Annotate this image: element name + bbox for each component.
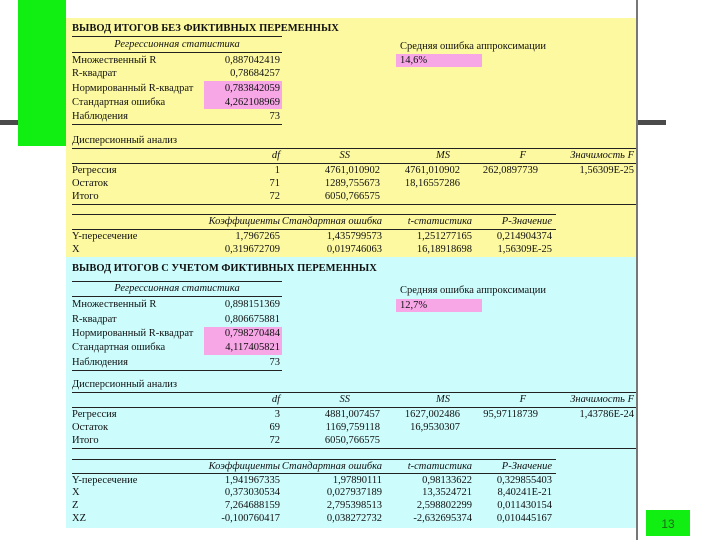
reg-stat-value: 0,898151369 <box>224 299 280 310</box>
anova-header-ss: SS <box>339 394 350 405</box>
coef-cell: 1,56309E-25 <box>497 244 552 255</box>
table-rule <box>72 448 636 449</box>
anova-header-ms: MS <box>436 150 450 161</box>
coef-header: Стандартная ошибка <box>281 216 382 227</box>
approx-error-label: Средняя ошибка аппроксимации <box>400 41 547 52</box>
anova-cell-ss: 6050,766575 <box>324 435 380 446</box>
anova-cell-ms: 18,16557286 <box>404 178 460 189</box>
decorative-bar-right <box>636 120 666 125</box>
anova-header-sig: Значимость F <box>570 394 634 405</box>
anova-cell-sig: 1,43786E-24 <box>579 409 634 420</box>
table-rule <box>72 148 636 149</box>
table-rule <box>72 459 556 460</box>
coef-cell: 7,264688159 <box>224 500 280 511</box>
anova-row-label: Регрессия <box>72 165 117 176</box>
coef-cell: 0,038272732 <box>326 513 382 524</box>
coef-cell: 1,251277165 <box>416 231 472 242</box>
reg-stat-label: R-квадрат <box>72 68 117 79</box>
reg-stat-value: 0,887042419 <box>224 55 280 66</box>
coef-row-label: X <box>72 244 80 255</box>
table-rule <box>72 229 556 230</box>
reg-stats-header: Регрессионная статистика <box>114 283 240 294</box>
table-rule <box>72 204 636 205</box>
anova-cell-ss: 1289,755673 <box>324 178 380 189</box>
coef-row-label: Y-пересечение <box>72 231 138 242</box>
table-rule <box>72 124 282 125</box>
anova-header-f: F <box>519 150 526 161</box>
coef-cell: 0,319672709 <box>224 244 280 255</box>
anova-cell-ms: 16,9530307 <box>410 422 460 433</box>
anova-row-label: Итого <box>72 191 99 202</box>
reg-stat-value: 4,262108969 <box>224 97 280 108</box>
coef-header: Коэффициенты <box>208 216 280 227</box>
coef-cell: 2,598802299 <box>416 500 472 511</box>
table-rule <box>72 163 636 164</box>
regression-output-with-dummies <box>66 257 636 528</box>
reg-stat-value: 4,117405821 <box>225 342 280 353</box>
coef-cell: 2,795398513 <box>326 500 382 511</box>
coef-cell: 0,019746063 <box>326 244 382 255</box>
anova-cell-ss: 6050,766575 <box>324 191 380 202</box>
reg-stat-label: Стандартная ошибка <box>72 342 166 353</box>
anova-cell-ms: 1627,002486 <box>404 409 460 420</box>
anova-cell-sig: 1,56309E-25 <box>579 165 634 176</box>
anova-label: Дисперсионный анализ <box>72 379 178 390</box>
anova-cell-df: 1 <box>274 165 280 176</box>
anova-row-label: Остаток <box>72 422 109 433</box>
coef-header: P-Значение <box>501 216 552 227</box>
reg-stat-label: Наблюдения <box>72 111 128 122</box>
anova-header-f: F <box>519 394 526 405</box>
regression-output-without-dummies <box>66 18 636 257</box>
coef-cell: 8,40241E-21 <box>497 487 552 498</box>
reg-stat-value: 0,806675881 <box>224 314 280 325</box>
coef-row-label: Y-пересечение <box>72 475 138 486</box>
approx-error-value: 12,7% <box>400 300 428 311</box>
coef-cell: 0,214904374 <box>496 231 552 242</box>
reg-stat-value: 0,783842059 <box>224 83 280 94</box>
coef-cell: 16,18918698 <box>416 244 472 255</box>
anova-cell-df: 72 <box>269 435 280 446</box>
table-rule <box>72 370 282 371</box>
table-rule <box>72 281 282 282</box>
table-rule <box>72 36 282 37</box>
coef-header: Стандартная ошибка <box>281 461 382 472</box>
anova-header-sig: Значимость F <box>570 150 634 161</box>
coef-row-label: XZ <box>72 513 86 524</box>
anova-cell-f: 95,97118739 <box>483 409 538 420</box>
coef-header: t-статистика <box>407 461 472 472</box>
anova-cell-ss: 4761,010902 <box>324 165 380 176</box>
section-title: ВЫВОД ИТОГОВ БЕЗ ФИКТИВНЫХ ПЕРЕМЕННЫХ <box>72 23 339 34</box>
table-rule <box>72 214 556 215</box>
coef-cell: 1,7967265 <box>235 231 280 242</box>
coef-row-label: X <box>72 487 80 498</box>
anova-cell-df: 3 <box>274 409 280 420</box>
coef-cell: 13,3524721 <box>422 487 472 498</box>
coef-cell: -0,100760417 <box>221 513 280 524</box>
section-title: ВЫВОД ИТОГОВ С УЧЕТОМ ФИКТИВНЫХ ПЕРЕМЕННЫХ <box>72 263 377 274</box>
coef-header: P-Значение <box>501 461 552 472</box>
reg-stat-label: R-квадрат <box>72 314 117 325</box>
table-rule <box>72 473 556 474</box>
anova-cell-f: 262,0897739 <box>482 165 538 176</box>
anova-cell-df: 72 <box>269 191 280 202</box>
coef-row-label: Z <box>72 500 79 511</box>
coef-cell: 0,373030534 <box>224 487 280 498</box>
coef-cell: 0,329855403 <box>496 475 552 486</box>
table-rule <box>72 407 636 408</box>
anova-cell-df: 69 <box>269 422 280 433</box>
anova-header-df: df <box>271 150 280 161</box>
table-rule <box>72 392 636 393</box>
anova-label: Дисперсионный анализ <box>72 135 178 146</box>
table-rule <box>72 296 282 297</box>
coef-cell: 0,98133622 <box>422 475 472 486</box>
green-accent-block <box>18 0 66 146</box>
reg-stat-value: 0,78684257 <box>230 68 280 79</box>
decorative-line-right <box>636 0 638 540</box>
anova-row-label: Итого <box>72 435 99 446</box>
coef-header: Коэффициенты <box>208 461 280 472</box>
anova-row-label: Остаток <box>72 178 109 189</box>
anova-cell-ss: 4881,007457 <box>324 409 380 420</box>
reg-stat-value: 0,798270484 <box>224 328 280 339</box>
anova-header-ss: SS <box>339 150 350 161</box>
reg-stat-value: 73 <box>269 357 280 368</box>
coef-cell: 1,97890111 <box>332 475 382 486</box>
anova-row-label: Регрессия <box>72 409 117 420</box>
approx-error-label: Средняя ошибка аппроксимации <box>400 285 547 296</box>
reg-stat-label: Нормированный R-квадрат <box>72 83 194 94</box>
reg-stat-label: Множественный R <box>72 55 157 66</box>
anova-cell-df: 71 <box>269 178 280 189</box>
reg-stat-value: 73 <box>269 111 280 122</box>
coef-cell: 0,011430154 <box>497 500 552 511</box>
reg-stat-label: Наблюдения <box>72 357 128 368</box>
coef-cell: 0,027937189 <box>326 487 382 498</box>
coef-cell: 1,435799573 <box>326 231 382 242</box>
anova-cell-ss: 1169,759118 <box>325 422 380 433</box>
coef-cell: 0,010445167 <box>496 513 552 524</box>
anova-header-ms: MS <box>436 394 450 405</box>
anova-cell-ms: 4761,010902 <box>404 165 460 176</box>
coef-cell: 1,941967335 <box>224 475 280 486</box>
anova-header-df: df <box>271 394 280 405</box>
approx-error-value: 14,6% <box>400 55 428 66</box>
page-number: 13 <box>661 517 675 531</box>
reg-stats-header: Регрессионная статистика <box>114 39 240 50</box>
reg-stat-label: Стандартная ошибка <box>72 97 166 108</box>
reg-stat-label: Нормированный R-квадрат <box>72 328 194 339</box>
coef-cell: -2,632695374 <box>413 513 472 524</box>
table-rule <box>72 52 282 53</box>
reg-stat-label: Множественный R <box>72 299 157 310</box>
coef-header: t-статистика <box>407 216 472 227</box>
